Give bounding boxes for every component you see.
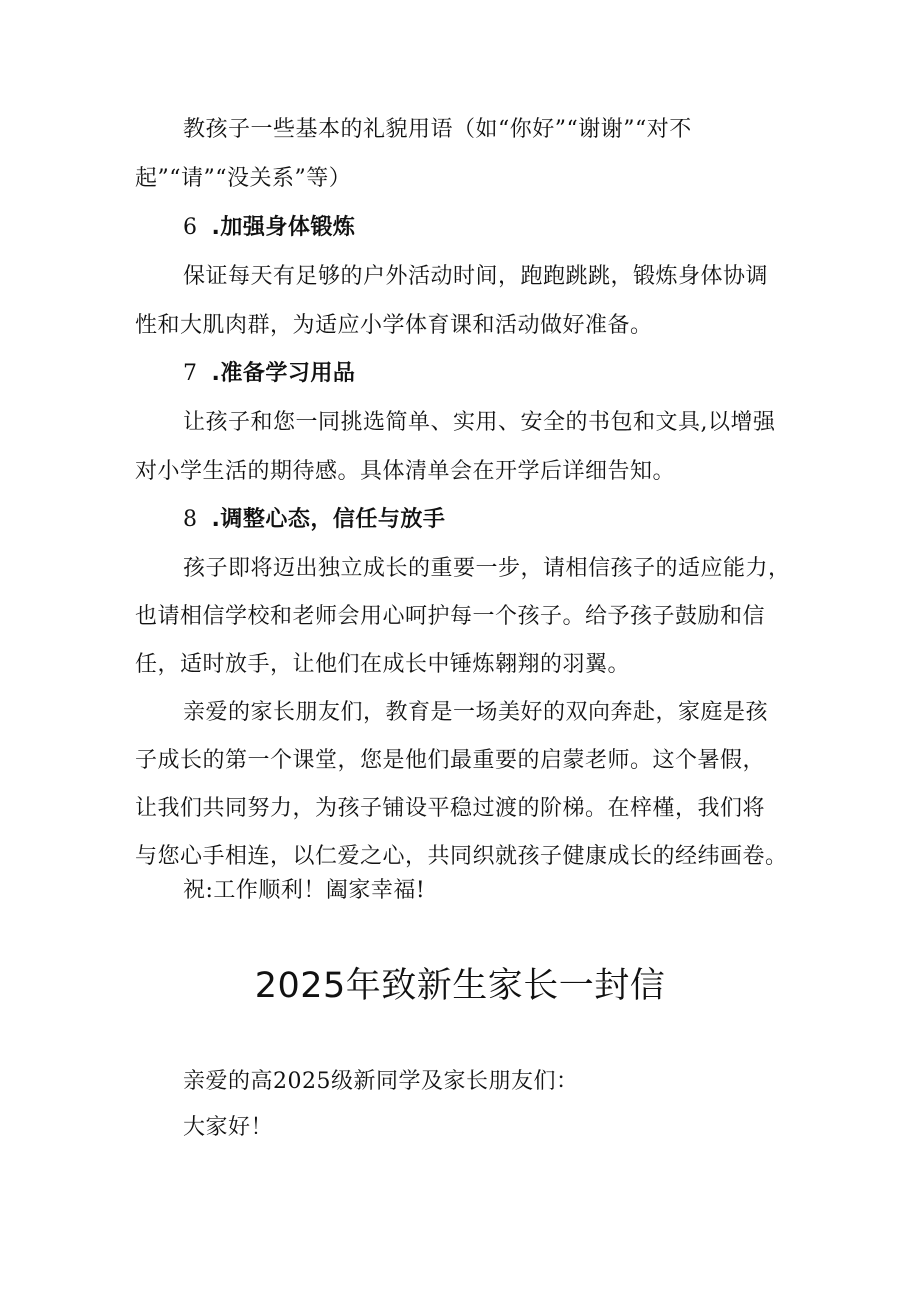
- section-heading-text: .准备学习用品: [211, 361, 356, 386]
- paragraph-line: 让孩子和您一同挑选简单、实用、安全的书包和文具,以增强: [183, 410, 776, 435]
- section-heading-6: [183, 213, 863, 243]
- paragraph-line: 让我们共同努力，为孩子铺设平稳过渡的阶梯。在梓槿，我们将: [135, 796, 766, 821]
- paragraph-line: 与您心手相连，以仁爱之心，共同织就孩子健康成长的经纬画卷。: [135, 844, 788, 869]
- paragraph-line: 起”“请”“没关系”等）: [135, 166, 352, 191]
- paragraph-line: 孩子即将迈出独立成长的重要一步，请相信孩子的适应能力，: [183, 556, 791, 581]
- paragraph-line: 保证每天有足够的户外活动时间，跑跑跳跳，锻炼身体协调: [183, 264, 769, 289]
- paragraph-line: 也请相信学校和老师会用心呵护每一个孩子。给予孩子鼓励和信: [135, 604, 766, 629]
- section-heading-8: [183, 505, 863, 535]
- section-number: 6: [183, 215, 198, 240]
- paragraph-line: 子成长的第一个课堂，您是他们最重要的启蒙老师。这个暑假，: [135, 748, 766, 773]
- letter-greeting: 大家好！: [183, 1115, 274, 1140]
- section-heading-7: [183, 359, 863, 389]
- letter-salutation: 亲爱的高2025级新同学及家长朋友们：: [183, 1069, 579, 1094]
- letter-title: 2025年致新生家长一封信: [254, 966, 666, 1006]
- section-heading-text: .调整心态，信任与放手: [211, 507, 446, 532]
- section-heading-text: .加强身体锻炼: [211, 215, 356, 240]
- section-number: 7: [183, 361, 198, 386]
- closing-wish: 祝:工作顺利！阖家幸福!: [183, 878, 426, 903]
- paragraph-line: 任，适时放手，让他们在成长中锤炼翱翔的羽翼。: [135, 652, 631, 677]
- section-number: 8: [183, 507, 198, 532]
- paragraph-line: 对小学生活的期待感。具体清单会在开学后详细告知。: [135, 459, 676, 484]
- paragraph-line: 教孩子一些基本的礼貌用语（如“你好”“谢谢”“对不: [183, 117, 692, 142]
- paragraph-line: 性和大肌肉群，为适应小学体育课和活动做好准备。: [135, 313, 653, 338]
- paragraph-line: 亲爱的家长朋友们，教育是一场美好的双向奔赴，家庭是孩: [183, 700, 769, 725]
